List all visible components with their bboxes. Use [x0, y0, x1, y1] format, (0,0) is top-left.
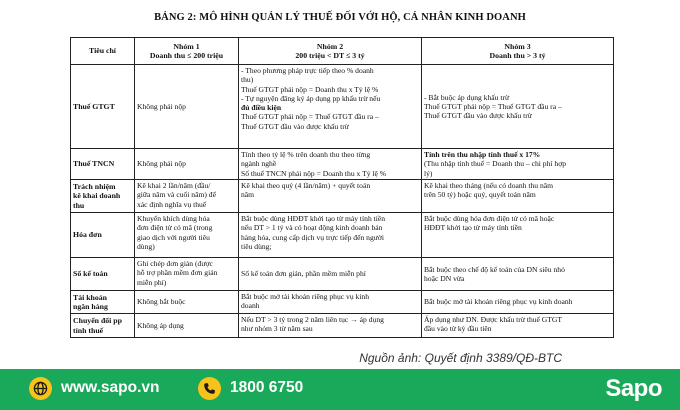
books-group-1: Ghi chép đơn giản (được hỗ trợ phần mềm đơn giản miễn phí)	[135, 258, 239, 291]
criteria-method-switch: Chuyển đổi pp tính thuế	[71, 314, 135, 338]
declaration-group-2: Kê khai theo quý (4 lần/năm) + quyết toán năm	[239, 180, 422, 213]
globe-icon	[29, 377, 52, 400]
header-group-3: Nhóm 3 Doanh thu > 3 tỷ	[422, 38, 614, 65]
website-link[interactable]: www.sapo.vn	[61, 379, 160, 396]
switch-group-3: Áp dụng như DN. Được khấu trừ thuế GTGT đầu vào từ kỳ đầu tiên	[422, 314, 614, 338]
header-group-1: Nhóm 1 Doanh thu ≤ 200 triệu	[135, 38, 239, 65]
header-group-2: Nhóm 2 200 triệu < DT ≤ 3 tỷ	[239, 38, 422, 65]
tax-model-table	[70, 37, 614, 338]
declaration-group-3: Kê khai theo tháng (nếu có doanh thu năm trên 50 tỷ) hoặc quý, quyết toán năm	[422, 180, 614, 213]
table-row	[71, 291, 614, 314]
table-row	[71, 180, 614, 213]
invoice-group-2: Bắt buộc dùng HĐĐT khởi tạo từ máy tính tiền nếu DT > 1 tỷ và có hoạt động kinh doanh bán hàng hóa, cung cấp dịch vụ trực tiếp đến người tiêu dùng;	[239, 213, 422, 258]
criteria-books: Sổ kế toán	[71, 258, 135, 291]
invoice-group-3: Bắt buộc dùng hóa đơn điện tử có mã hoặc HĐĐT khởi tạo từ máy tính tiền	[422, 213, 614, 258]
criteria-invoice: Hóa đơn	[71, 213, 135, 258]
phone-number-link[interactable]: 1800 6750	[230, 379, 304, 396]
document-title: BẢNG 2: MÔ HÌNH QUẢN LÝ THUẾ ĐỐI VỚI HỘ, CÁ NHÂN KINH DOANH	[154, 12, 526, 23]
books-group-2: Sổ kế toán đơn giản, phần mềm miễn phí	[239, 258, 422, 291]
books-group-3: Bắt buộc theo chế độ kế toán của DN siêu nhỏ hoặc DN vừa	[422, 258, 614, 291]
header-criteria: Tiêu chí	[71, 38, 135, 65]
pit-group-1: Không phải nộp	[135, 149, 239, 180]
vat-group-2: - Theo phương pháp trực tiếp theo % doanh thu) Thuế GTGT phải nộp = Doanh thu x Tỷ lệ % - Tự nguyện đăng ký áp dụng pp khấu trừ nếu đủ điều kiện Thuế GTGT phải nộp = Thuế GTGT đầu ra – Thuế GTGT đầu vào được khấu trừ	[239, 65, 422, 149]
criteria-declaration: Trách nhiệm kê khai doanh thu	[71, 180, 135, 213]
pit-group-3: Tính trên thu nhập tính thuế x 17% (Thu nhập tính thuế = Doanh thu – chi phí hợp lý)	[422, 149, 614, 180]
pit-group-2: Tính theo tỷ lệ % trên doanh thu theo từng ngành nghề Số thuế TNCN phải nộp = Doanh thu x Tỷ lệ %	[239, 149, 422, 180]
table-header-row	[71, 38, 614, 65]
switch-group-1: Không áp dụng	[135, 314, 239, 338]
criteria-pit: Thuế TNCN	[71, 149, 135, 180]
table-row	[71, 258, 614, 291]
criteria-vat: Thuế GTGT	[71, 65, 135, 149]
vat-group-1: Không phải nộp	[135, 65, 239, 149]
criteria-bank: Tài khoản ngân hàng	[71, 291, 135, 314]
sapo-logo: Sapo	[605, 375, 662, 402]
table-row	[71, 65, 614, 149]
invoice-group-1: Khuyến khích dùng hóa đơn điện tử có mã (trong giao dịch với người tiêu dùng)	[135, 213, 239, 258]
table-row	[71, 149, 614, 180]
bank-group-1: Không bắt buộc	[135, 291, 239, 314]
bank-group-2: Bắt buộc mở tài khoản riêng phục vụ kinh doanh	[239, 291, 422, 314]
vat-group-3: - Bắt buộc áp dụng khấu trừ Thuế GTGT phải nộp = Thuế GTGT đầu ra – Thuế GTGT đầu vào được khấu trừ	[422, 65, 614, 149]
footer-banner	[0, 369, 680, 410]
bank-group-3: Bắt buộc mở tài khoản riêng phục vụ kinh doanh	[422, 291, 614, 314]
image-source-caption: Nguồn ảnh: Quyết định 3389/QĐ-BTC	[359, 351, 562, 365]
declaration-group-1: Kê khai 2 lần/năm (đầu/ giữa năm và cuối năm) để xác định nghĩa vụ thuế	[135, 180, 239, 213]
switch-group-2: Nếu DT > 3 tỷ trong 2 năm liên tục → áp dụng như nhóm 3 từ năm sau	[239, 314, 422, 338]
phone-icon	[198, 377, 221, 400]
table-row	[71, 314, 614, 338]
table-row	[71, 213, 614, 258]
